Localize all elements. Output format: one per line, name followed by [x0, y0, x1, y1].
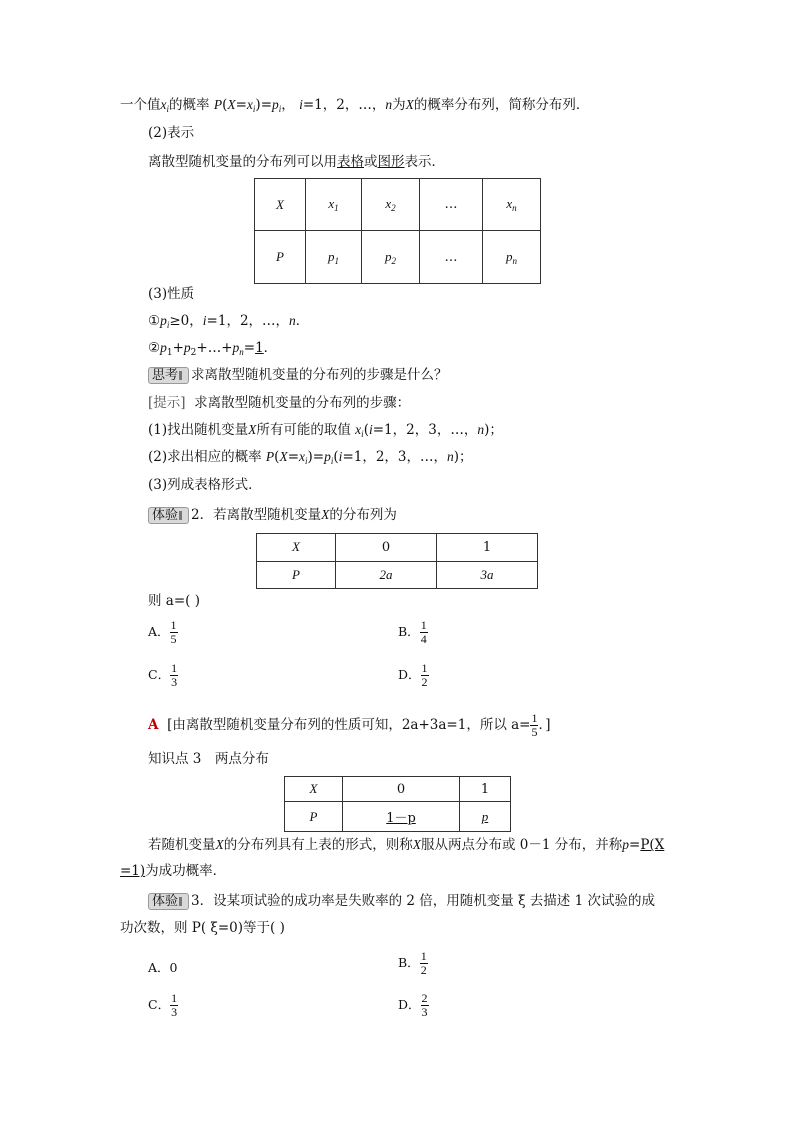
- step-3: (3)列成表格形式．: [148, 477, 262, 493]
- section-heading-repr: (2)表示: [148, 125, 195, 141]
- exp2-answer: A [由离散型随机变量分布列的性质可知，2a+3a=1，所以 a= $\frac{1}{5}$ ．]: [148, 711, 551, 739]
- table-cell: X: [257, 534, 336, 562]
- property-2: $②p_1+p_2+\dots+p_n=1$．: [148, 340, 278, 358]
- table-cell: $p_1$: [306, 231, 362, 284]
- section-heading-props: (3)性质: [148, 286, 195, 302]
- property-1: $①p_i\ge 0$，i=1，2，…，n．: [148, 313, 310, 330]
- table-cell: $x_1$: [306, 179, 362, 231]
- table-cell: 1: [460, 777, 511, 802]
- step-1: (1)找出随机变量X所有可能的取值 $x_i(i=1$，2，3，…，n)；: [148, 422, 503, 439]
- table-cell: P: [255, 231, 306, 284]
- step-2: (2)求出相应的概率 $P(X=x_i)=p_i(i=1$，2，3，…，n)；: [148, 449, 473, 466]
- think-question: 思考 求离散型随机变量的分布列的步骤是什么？: [148, 366, 448, 384]
- think-tag: 思考: [148, 367, 189, 384]
- experience-3-question: 体验 3．设某项试验的成功率是失败率的 2 倍，用随机变量 ξ 去描述 1 次试验的成: [148, 892, 655, 910]
- experience-2-question: 体验 2．若离散型随机变量X的分布列为: [148, 506, 397, 524]
- table-cell: 0: [336, 534, 437, 562]
- experience-tag: 体验: [148, 893, 189, 910]
- option-d: D． $\frac{1}{2}$: [398, 661, 428, 689]
- table-cell: $x_n$: [483, 179, 541, 231]
- table-cell: X: [285, 777, 343, 802]
- table-cell: X: [255, 179, 306, 231]
- table-cell: $p_2$: [362, 231, 420, 284]
- option-c: C． $\frac{1}{3}$: [148, 991, 178, 1019]
- two-point-table: [284, 776, 511, 832]
- table-cell: P: [285, 802, 343, 832]
- table-cell: 1－p: [343, 802, 460, 832]
- table-cell: 0: [343, 777, 460, 802]
- option-b: B． $\frac{1}{2}$: [398, 949, 427, 977]
- exp2-ask: 则 a=( ): [148, 593, 200, 609]
- option-d: D． $\frac{2}{3}$: [398, 991, 428, 1019]
- experience-3-question-cont: 功次数，则 P( ξ=0)等于( ): [120, 920, 285, 936]
- repr-description: 离散型随机变量的分布列可以用表格或图形表示．: [148, 154, 445, 170]
- kp3-text-line-2: =1)为成功概率．: [120, 863, 227, 879]
- table-cell: …: [420, 231, 483, 284]
- table-cell: $p_n$: [483, 231, 541, 284]
- table-cell: $x_2$: [362, 179, 420, 231]
- option-c: C． $\frac{1}{3}$: [148, 661, 178, 689]
- option-b: B． $\frac{1}{4}$: [398, 618, 427, 646]
- exp2-table: [256, 533, 538, 589]
- option-a: A． $\frac{1}{5}$: [148, 618, 177, 646]
- table-cell: 2a: [336, 561, 437, 589]
- table-cell: P: [257, 561, 336, 589]
- experience-tag: 体验: [148, 507, 189, 524]
- table-cell: p: [460, 802, 511, 832]
- distribution-table: [254, 178, 541, 284]
- knowledge-point-3-title: 知识点 3 两点分布: [148, 751, 269, 767]
- table-cell: 1: [437, 534, 538, 562]
- option-a: A．0: [148, 960, 178, 975]
- table-cell: 3a: [437, 561, 538, 589]
- kp3-text-line-1: 若随机变量X的分布列具有上表的形式，则称X服从两点分布或 0－1 分布，并称p=P(X: [148, 837, 665, 853]
- table-cell: …: [420, 179, 483, 231]
- hint-line: [提示] 求离散型随机变量的分布列的步骤：: [148, 395, 411, 411]
- definition-line: 一个值$x_i$的概率 $P(X=x_i)=p_i$， i=1，2，…，n为X的概率分布列，简称分布列．: [120, 97, 590, 114]
